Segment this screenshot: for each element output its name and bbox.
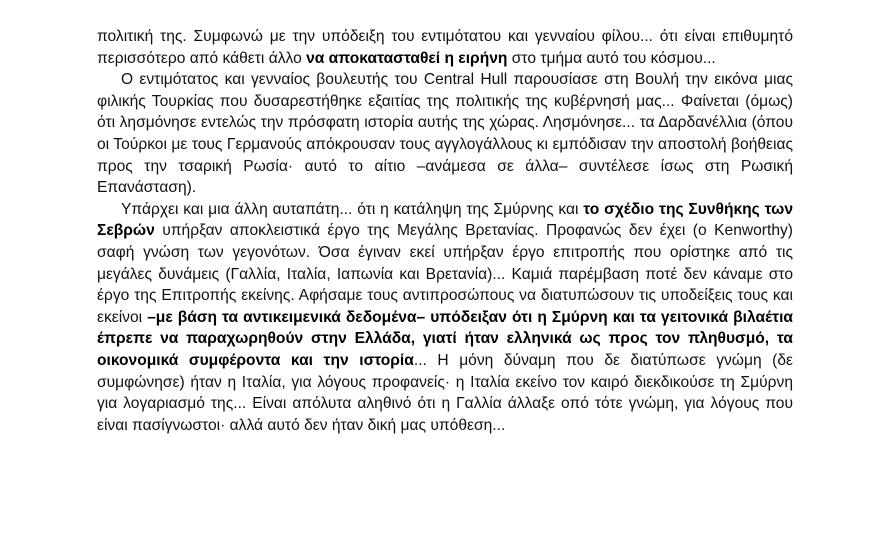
text-run: στο τμήμα αυτό του κόσμου... bbox=[507, 49, 716, 67]
paragraph bbox=[97, 199, 793, 437]
text-run: πολιτική της. Συμφωνώ με την υπόδειξη του εντιμότατου και γενναίου φίλου... ότι είναι επιθυμητό περισσότερο από κάθετι άλλο bbox=[97, 28, 793, 67]
text-run: Ο εντιμότατος και γενναίος βουλευτής του Central Hull παρουσίασε στη Βουλή την εικόνα μιας φιλικής Τουρκίας που δυσαρεστήθηκε εξαιτίας της πολιτικής της κυβέρνησή μας... Φαίνεται (όμως) ότι λησμόνησε εντελώς την πρόσφατη ιστορία αυτής της χώρας. Λησμόνησε... τα Δαρδανέλλια (όπου οι Τούρκοι με τους Γερμανούς απόκρουσαν τους αγγλογάλλους κι εμπόδισαν την αποστολή βοήθειας προς την τσαρική Ρωσία· αυτό το αίτιο –ανάμεσα σε άλλα– συντέλεσε ίσως στη Ρωσική Επανάσταση). bbox=[97, 71, 793, 197]
text-run: ... Η μόνη δύναμη που δε διατύπωσε γνώμη (δε συμφώνησε) ήταν η Ιταλία, για λόγους προφανείς· η Ιταλία εκείνο τον καιρό διεκδικούσε τη Σμύρνη για λογαριασμό της... Είναι απόλυτα αληθινό ότι η Γαλλία άλλαξε οπό τότε γνώμη, για λόγους που είναι πασίγνωστοι· αλλά αυτό δεν ήταν δική μας υπόθεση... bbox=[97, 351, 793, 434]
text-run: υπήρξαν αποκλειστικά έργο της Μεγάλης Βρετανίας. Προφανώς δεν έχει (ο Kenworthy) σαφή γνώση των γεγονότων. Όσα έγιναν εκεί υπήρξαν έργο επιτροπής που ορίστηκε από τις μεγάλες δυνάμεις (Γαλλία, Ιταλία, Ιαπωνία και Βρετανία)... Καμιά παρέμβαση ποτέ δεν κάναμε στο έργο της Επιτροπής εκείνης. Αφήσαμε τους αντιπροσώπους να διατυπώσουν τις υποδείξεις τους και εκείνοι bbox=[97, 222, 793, 326]
paragraph bbox=[97, 26, 793, 69]
paragraph bbox=[97, 69, 793, 199]
bold-text-run: να αποκατασταθεί η ειρήνη bbox=[306, 49, 508, 67]
document-page bbox=[97, 26, 793, 436]
bold-text-run: –με βάση τα αντικειμενικά δεδομένα– υπόδειξαν ότι η Σμύρνη και τα γειτονικά βιλαέτια έπρεπε να παραχωρηθούν στην Ελλάδα, γιατί ήταν ελληνικά ως προς τον πληθυσμό, τα οικονομικά συμφέροντα και την ιστορία bbox=[97, 308, 793, 369]
text-run: Υπάρχει και μια άλλη αυταπάτη... ότι η κατάληψη της Σμύρνης και bbox=[121, 200, 584, 218]
bold-text-run: το σχέδιο της Συνθήκης των Σεβρών bbox=[97, 200, 793, 240]
